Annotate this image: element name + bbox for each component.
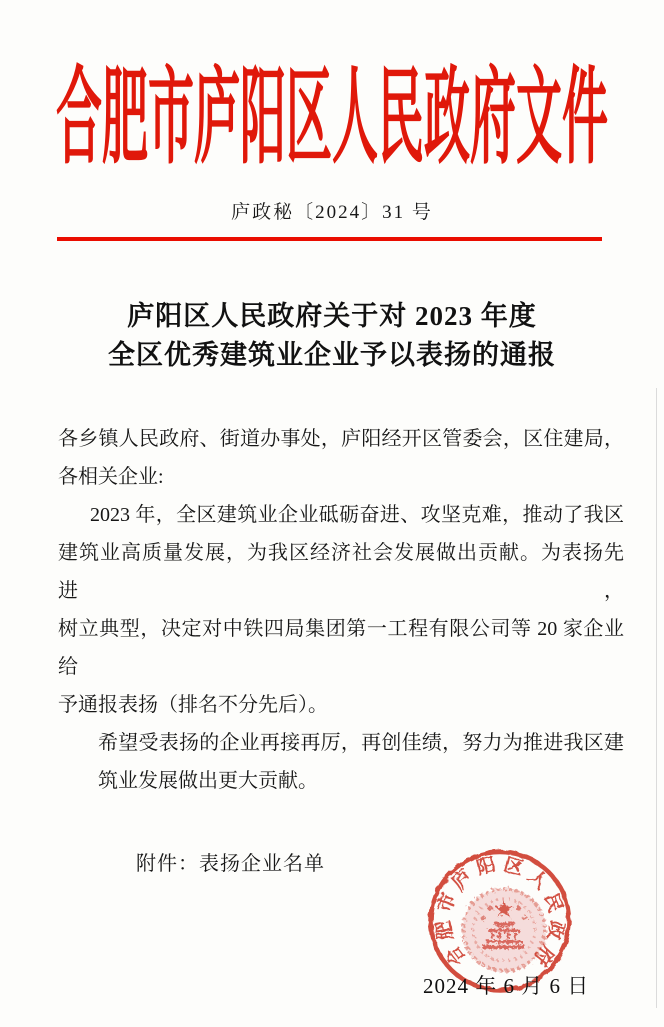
seal-ring-char: 府 <box>529 941 558 970</box>
body-line: 予通报表扬（排名不分先后）。 <box>58 694 328 716</box>
body-line: 各乡镇人民政府、街道办事处，庐阳经开区管委会，区住建局， <box>58 428 624 450</box>
body-line: 树立典型，决定对中铁四局集团第一工程有限公司等 20 家企业给 <box>58 618 624 678</box>
attachment-note: 附件：表扬企业名单 <box>136 853 325 875</box>
document-title-line2: 全区优秀建筑业企业予以表扬的通报 <box>108 340 556 370</box>
seal-ring-char: 市 <box>434 890 461 916</box>
seal-ring-char: 合 <box>442 941 471 970</box>
document-body <box>58 420 624 883</box>
seal-ring-char: 庐 <box>448 866 477 895</box>
body-line: 建筑业高质量发展，为我区经济社会发展做出贡献。为表扬先进， <box>58 542 624 602</box>
seal-ring-char: 阳 <box>474 854 499 880</box>
body-line: 2023 年，全区建筑业企业砥砺奋进、攻坚克难，推动了我区 <box>90 504 624 526</box>
document-number: 庐政秘〔2024〕31 号 <box>231 202 433 223</box>
document-title-line1: 庐阳区人民政府关于对 2023 年度 <box>127 301 537 331</box>
signature-date: 2024 年 6 月 6 日 <box>423 974 590 998</box>
seal-ring-char: 民 <box>539 890 566 916</box>
national-emblem <box>462 888 546 972</box>
body-line: 筑业发展做出更大贡献。 <box>98 770 318 792</box>
document-title <box>0 297 664 375</box>
letterhead-title: 合肥市庐阳区人民政府文件 <box>56 59 608 177</box>
scan-edge-artifact <box>656 388 657 1008</box>
red-divider-rule <box>57 237 602 241</box>
body-paragraphs <box>58 420 624 800</box>
seal-ring-char: 人 <box>523 866 552 895</box>
seal-ring-char: 区 <box>501 854 526 880</box>
body-line: 各相关企业: <box>58 466 164 488</box>
seal-ring-char: 肥 <box>433 919 458 942</box>
body-line: 希望受表扬的企业再接再厉，再创佳绩，努力为推进我区建 <box>98 732 624 754</box>
seal-ring-char: 政 <box>542 919 567 942</box>
